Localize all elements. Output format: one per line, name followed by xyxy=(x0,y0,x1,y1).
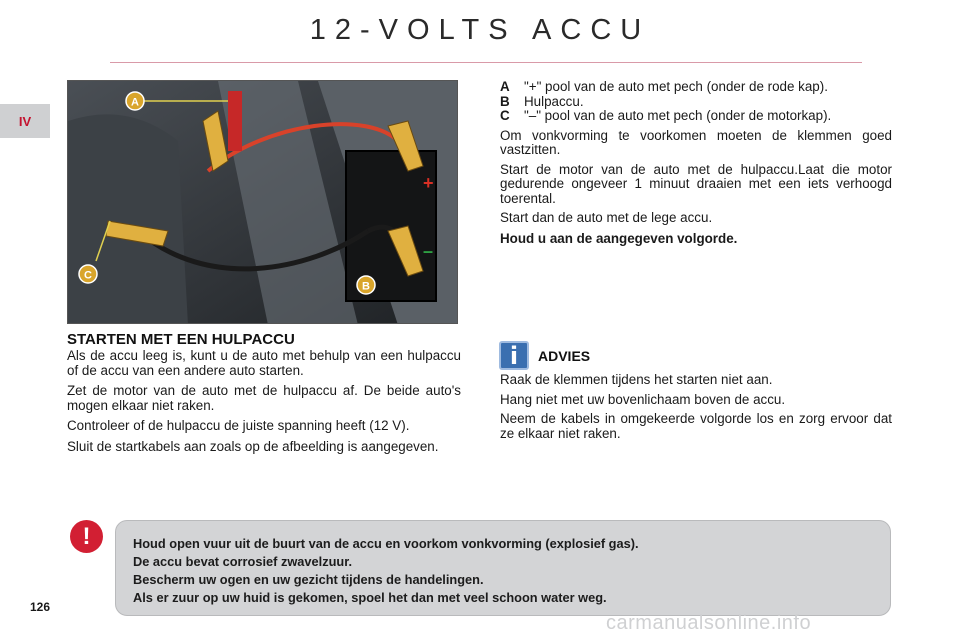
legend-item-a xyxy=(500,80,892,95)
warning-line: Houd open vuur uit de buurt van de accu en voorkom vonkvorming (explosief gas). xyxy=(133,536,639,551)
starting-paragraph: Controleer of de hulpaccu de juiste spanning heeft (12 V). xyxy=(67,418,410,433)
advice-paragraph: Neem de kabels in omgekeerde volgorde los en zorg ervoor dat ze elkaar niet raken. xyxy=(500,411,892,441)
info-icon: i xyxy=(499,341,529,370)
minus-sign: – xyxy=(423,241,434,261)
label-c: C xyxy=(84,269,92,282)
legend-key: C xyxy=(500,108,510,123)
warning-panel xyxy=(115,520,891,616)
warning-line: Bescherm uw ogen en uw gezicht tijdens de handelingen. xyxy=(133,572,484,587)
warning-line: Als er zuur op uw huid is gekomen, spoel het dan met veel schoon water weg. xyxy=(133,590,607,605)
jump-start-photo xyxy=(67,80,458,324)
starting-instructions xyxy=(67,349,461,460)
starting-paragraph: Als de accu leeg is, kunt u de auto met behulp van een hulpaccu of de accu van een andere auto starten. xyxy=(67,348,461,378)
warning-icon: ! xyxy=(70,520,103,553)
legend-paragraph: Start dan de auto met de lege accu. xyxy=(500,210,713,225)
photo-legend xyxy=(500,80,892,246)
advice-paragraph: Raak de klemmen tijdens het starten niet aan. xyxy=(500,372,773,387)
legend-item-b xyxy=(500,95,892,110)
watermark: carmanualsonline.info xyxy=(606,612,812,634)
starting-paragraph: Sluit de startkabels aan zoals op de afbeelding is aangegeven. xyxy=(67,438,439,454)
section-tab: IV xyxy=(0,104,50,138)
legend-paragraph: Start de motor van de auto met de hulpaccu.Laat die motor gedurende ongeveer 1 minuut draaien met een iets verhoogd toerental. xyxy=(500,161,892,206)
legend-item-c xyxy=(500,109,892,124)
title-divider xyxy=(110,62,862,63)
legend-text: "+" pool van de auto met pech (onder de rode kap). xyxy=(524,79,828,94)
label-b: B xyxy=(362,280,370,293)
legend-text: "–" pool van de auto met pech (onder de motorkap). xyxy=(524,108,832,123)
positive-terminal-cover xyxy=(228,91,242,151)
legend-text: Hulpaccu. xyxy=(524,93,584,109)
starting-heading: STARTEN MET EEN HULPACCU xyxy=(67,331,295,348)
advice-heading: ADVIES xyxy=(538,348,591,364)
legend-key: B xyxy=(500,93,510,109)
warning-line: De accu bevat corrosief zwavelzuur. xyxy=(133,554,353,569)
page-number: 126 xyxy=(30,600,51,614)
order-emphasis: Houd u aan de aangegeven volgorde. xyxy=(500,230,738,246)
jump-start-illustration xyxy=(68,81,458,324)
starting-paragraph: Zet de motor van de auto met de hulpaccu af. De beide auto's mogen elkaar niet raken. xyxy=(67,383,461,413)
plus-sign: + xyxy=(423,173,434,193)
label-a: A xyxy=(131,96,139,109)
advice-body xyxy=(500,373,892,446)
legend-paragraph: Om vonkvorming te voorkomen moeten de klemmen goed vastzitten. xyxy=(500,127,892,157)
legend-key: A xyxy=(500,79,510,94)
page-title: 12-VOLTS ACCU xyxy=(309,14,651,46)
advice-paragraph: Hang niet met uw bovenlichaam boven de accu. xyxy=(500,391,786,407)
